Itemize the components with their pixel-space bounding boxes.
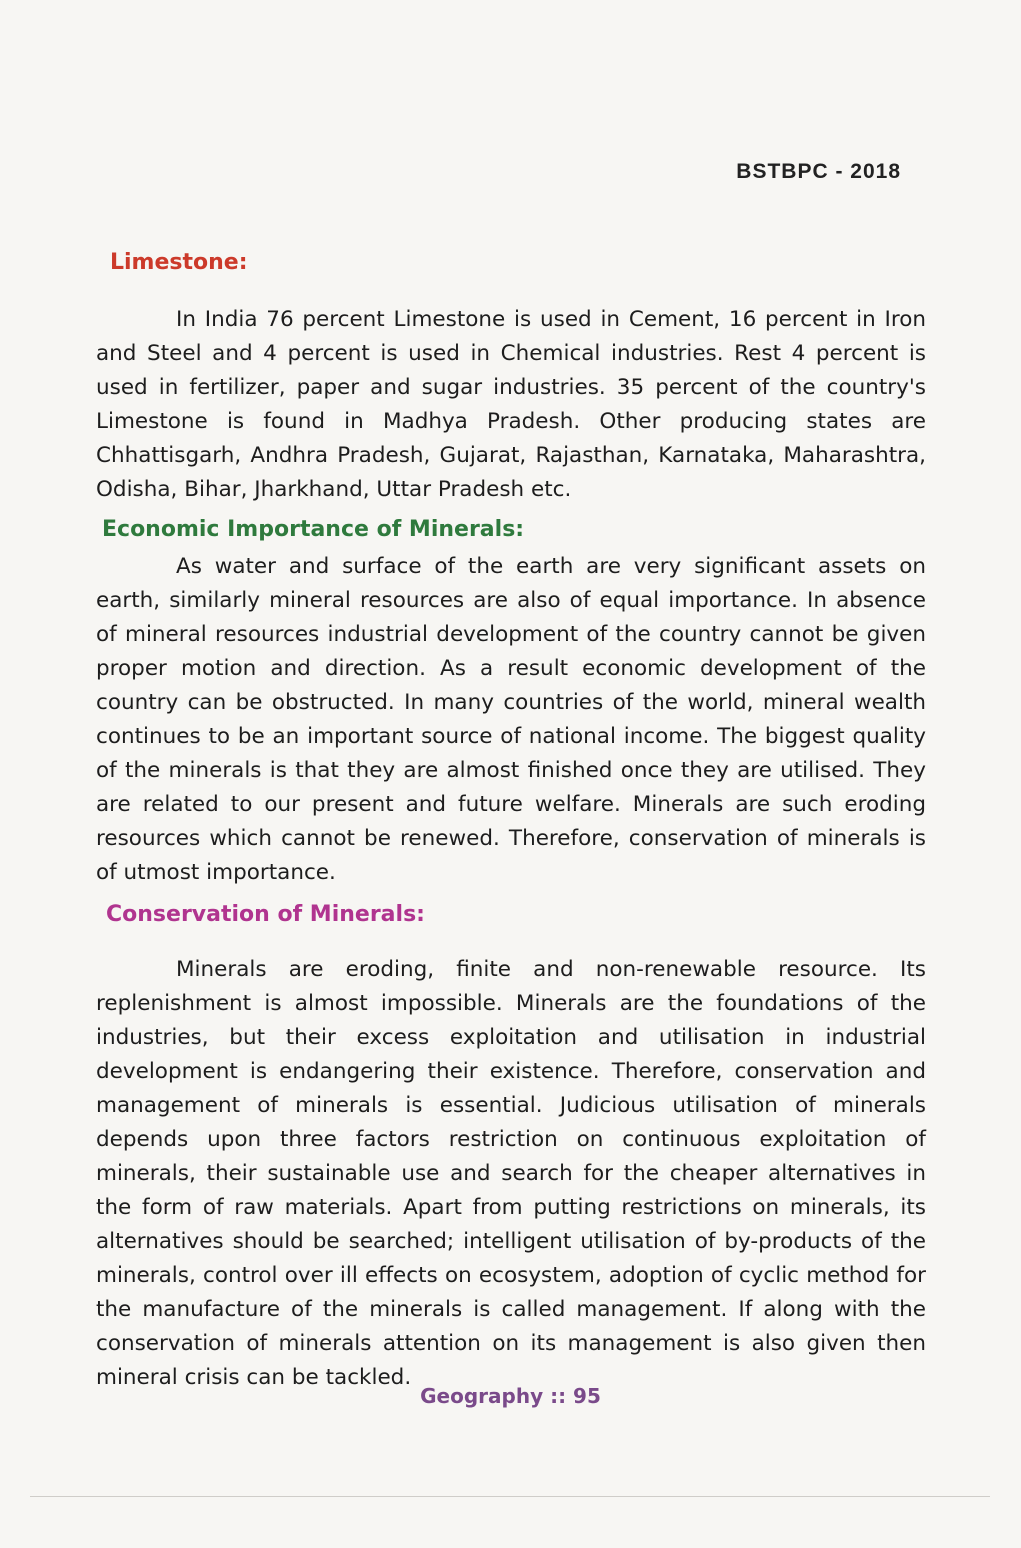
conservation-heading: Conservation of Minerals: bbox=[106, 902, 425, 927]
limestone-paragraph: In India 76 percent Limestone is used in Cement, 16 percent in Iron and Steel and 4 percent is used in Chemical industries. Rest 4 percent is used in fertilizer, paper and sugar industries. 35 percent of the country's Limestone is found in Madhya Pradesh. Other producing states are Chhattisgarh, Andhra Pradesh, Gujarat, Rajasthan, Karnataka, Maharashtra, Odisha, Bihar, Jharkhand, Uttar Pradesh etc. bbox=[96, 307, 926, 502]
page-bottom-rule bbox=[30, 1496, 990, 1497]
conservation-paragraph: Minerals are eroding, finite and non-renewable resource. Its replenishment is almost impossible. Minerals are the foundations of the industries, but their excess exploitation and utilisation in industrial development is endangering their existence. Therefore, conservation and management of minerals is essential. Judicious utilisation of minerals depends upon three factors restriction on continuous exploitation of minerals, their sustainable use and search for the cheaper alternatives in the form of raw materials. Apart from putting restrictions on minerals, its alternatives should be searched; intelligent utilisation of by-products of the minerals, control over ill effects on ecosystem, adoption of cyclic method for the manufacture of the minerals is called management. If along with the conservation of minerals attention on its management is also given then mineral crisis can be tackled. bbox=[96, 957, 926, 1390]
page-footer: Geography :: 95 bbox=[420, 1384, 601, 1408]
page-content bbox=[96, 250, 926, 1395]
economic-importance-paragraph: As water and surface of the earth are very significant assets on earth, similarly mineral resources are also of equal importance. In absence of mineral resources industrial development of the country cannot be given proper motion and direction. As a result economic development of the country can be obstructed. In many countries of the world, mineral wealth continues to be an important source of national income. The biggest quality of the minerals is that they are almost finished once they are utilised. They are related to our present and future welfare. Minerals are such eroding resources which cannot be renewed. Therefore, conservation of minerals is of utmost importance. bbox=[96, 554, 926, 885]
exam-code: BSTBPC - 2018 bbox=[736, 160, 901, 183]
economic-importance-heading: Economic Importance of Minerals: bbox=[102, 517, 525, 542]
limestone-heading: Limestone: bbox=[110, 250, 248, 275]
